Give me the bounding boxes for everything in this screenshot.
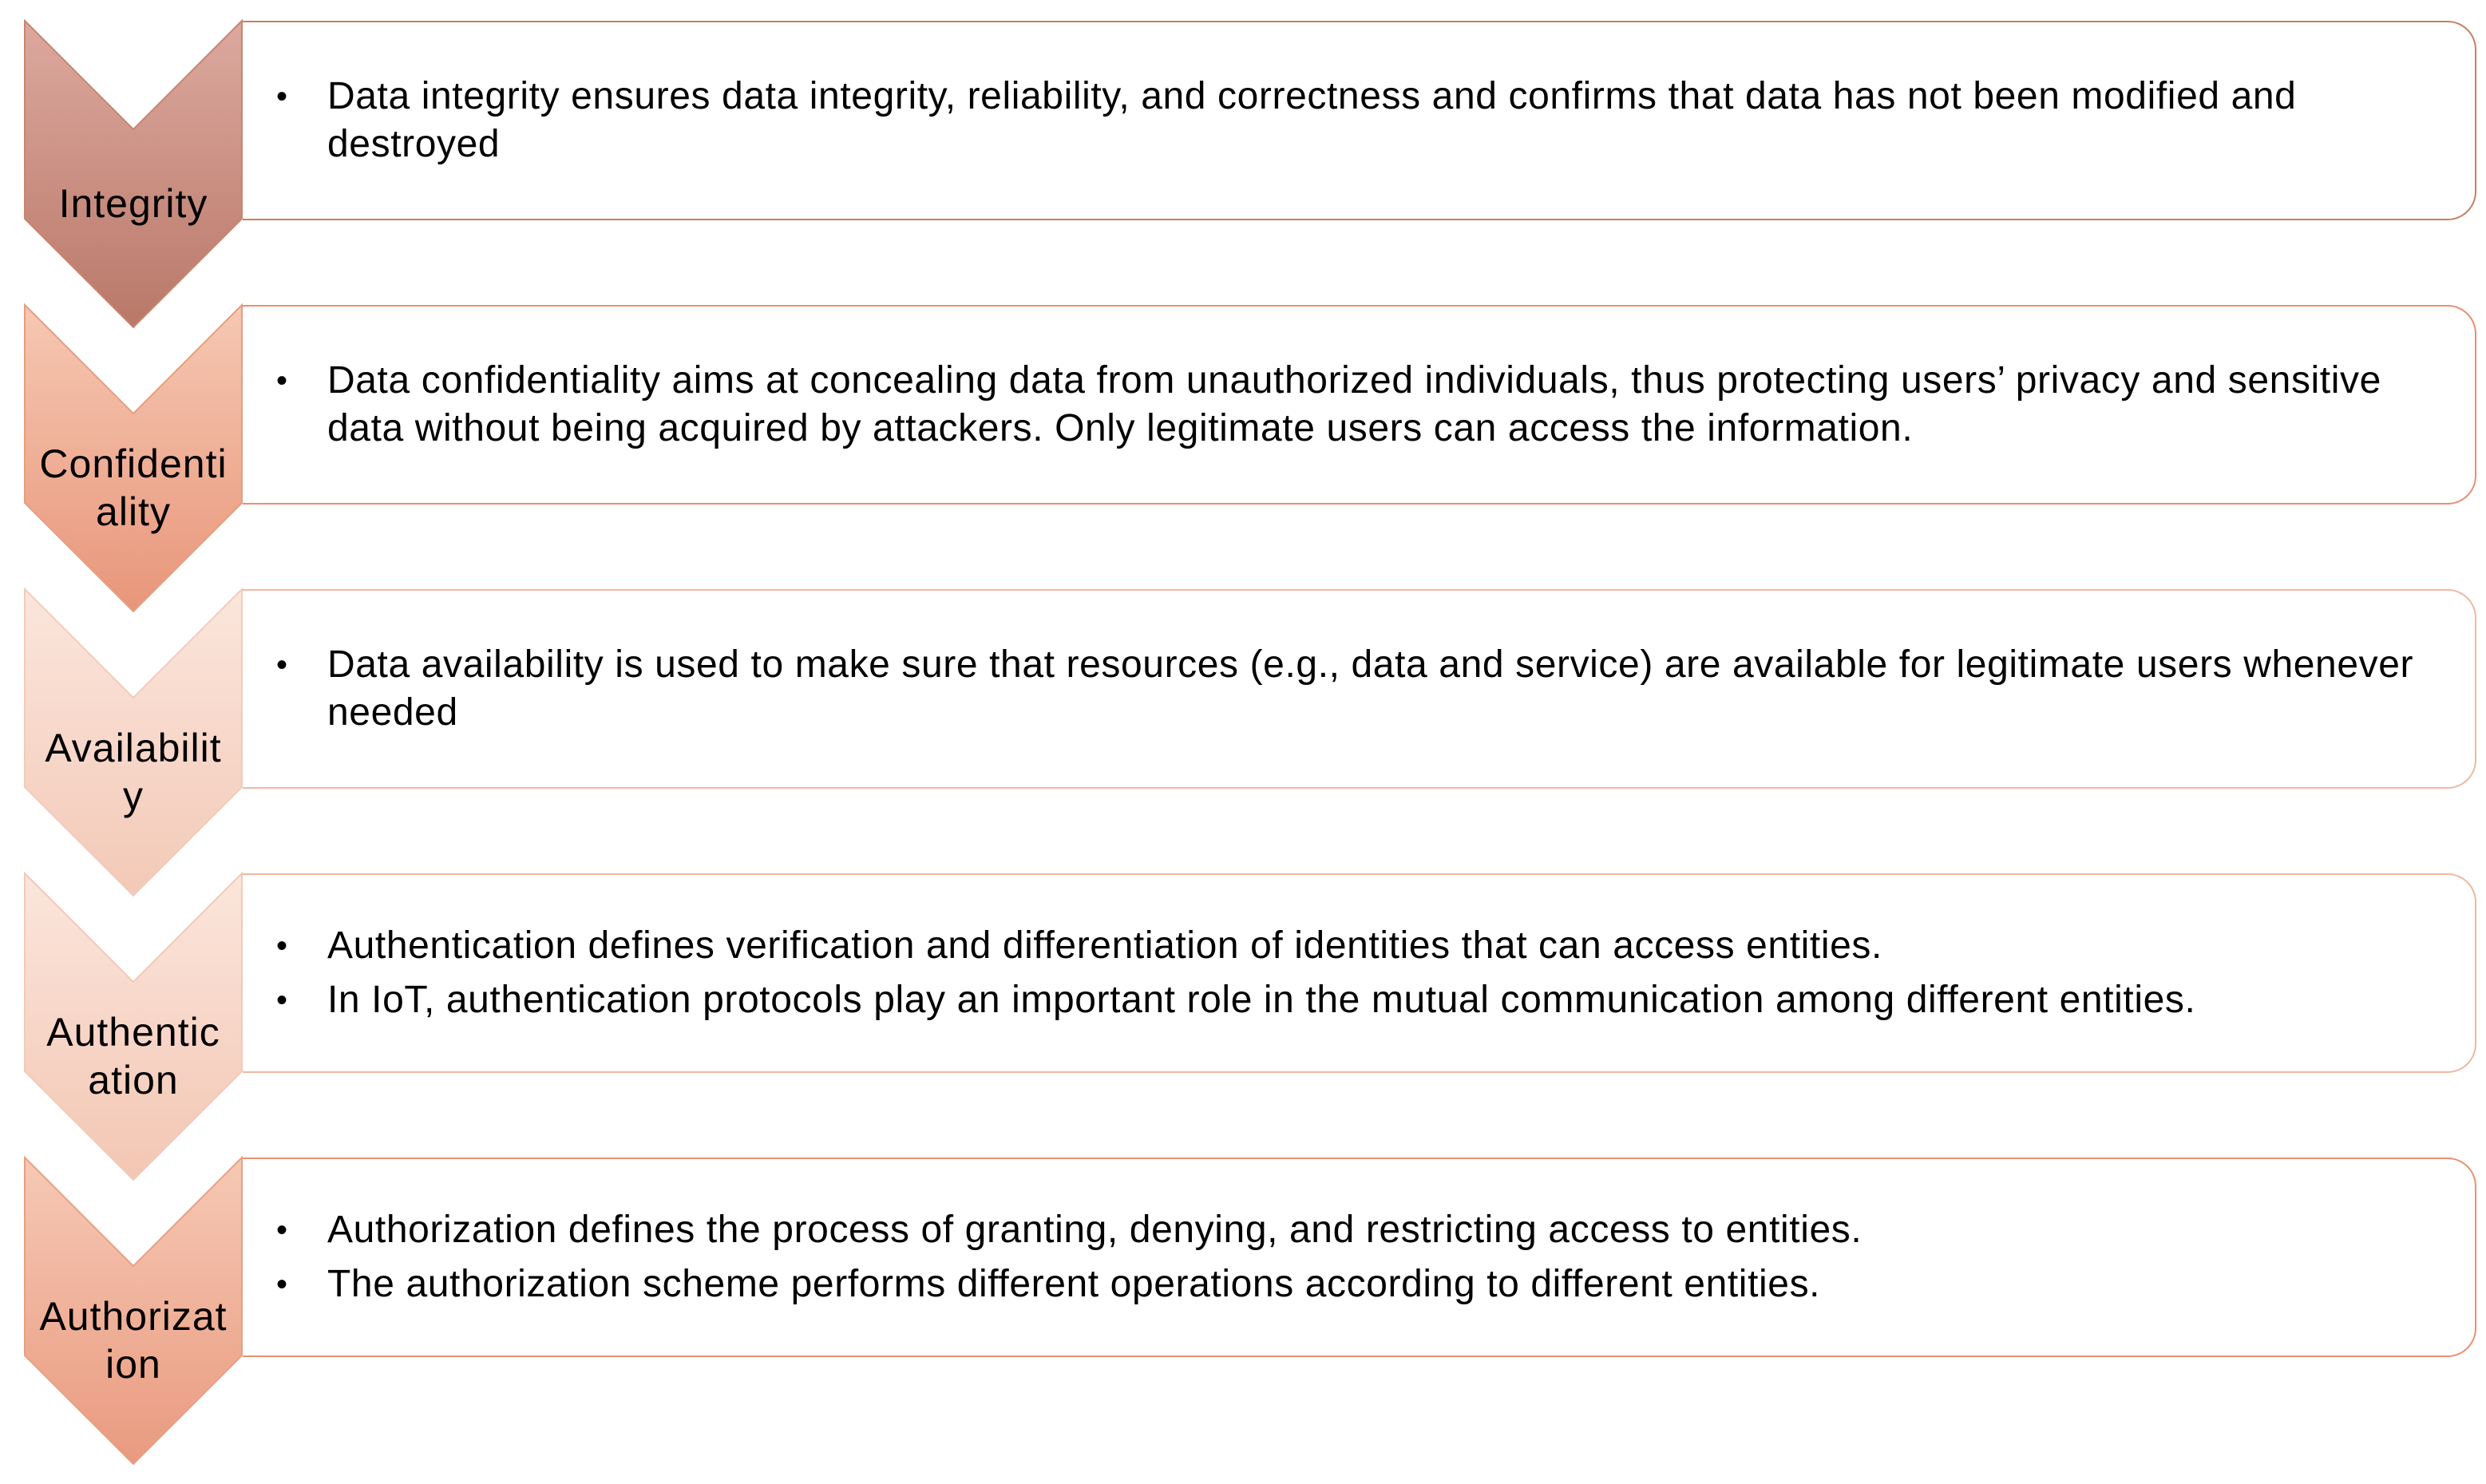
bullet-list [243,922,2475,1024]
bullet-item: • Authentication defines verification and differentiation of identities that can access entities. [327,922,2459,970]
requirement-row [0,1137,2486,1421]
description-box [243,873,2476,1073]
description-box [243,589,2476,789]
bullet-list [243,641,2475,737]
chevron-title-line: Integrity [58,181,208,226]
chevron-title [24,688,243,856]
chevron-title-line: Confidenti [39,441,228,486]
requirement-row [0,0,2486,284]
bullet-item: • Data confidentiality aims at concealing data from unauthorized individuals, thus protecting users’ privacy and sensitive data without being acquired by attackers. Only legitimate users can access the information. [327,357,2459,453]
description-box [243,21,2476,220]
bullet-item: • Data integrity ensures data integrity, reliability, and correctness and confirms that data has not been modified and destroyed [327,73,2459,168]
chevron-title-line: Availabilit [45,726,222,770]
bullet-list [243,73,2475,168]
chevron-title-line: ality [96,489,171,534]
bullet-item: • Authorization defines the process of granting, denying, and restricting access to entities. [327,1206,2459,1254]
requirement-row [0,568,2486,853]
requirement-row [0,853,2486,1137]
chevron-title-line: Authorizat [39,1294,228,1339]
bullet-item: • Data availability is used to make sure that resources (e.g., data and service) are available for legitimate users whenever needed [327,641,2459,737]
chevron-title [24,972,243,1140]
bullet-list [243,357,2475,453]
bullet-item: • In IoT, authentication protocols play an important role in the mutual communication among different entities. [327,976,2459,1024]
chevron-title-line: ion [105,1342,161,1387]
requirement-row [0,284,2486,568]
bullet-list [243,1206,2475,1308]
chevron-title [24,120,243,287]
description-box [243,1158,2476,1357]
bullet-item: • The authorization scheme performs different operations according to different entities. [327,1260,2459,1308]
chevron-title [24,404,243,572]
chevron-title [24,1256,243,1424]
chevron-title-line: y [123,774,144,818]
chevron-title-line: ation [88,1058,179,1102]
chevron-title-line: Authentic [46,1010,220,1055]
description-box [243,305,2476,505]
